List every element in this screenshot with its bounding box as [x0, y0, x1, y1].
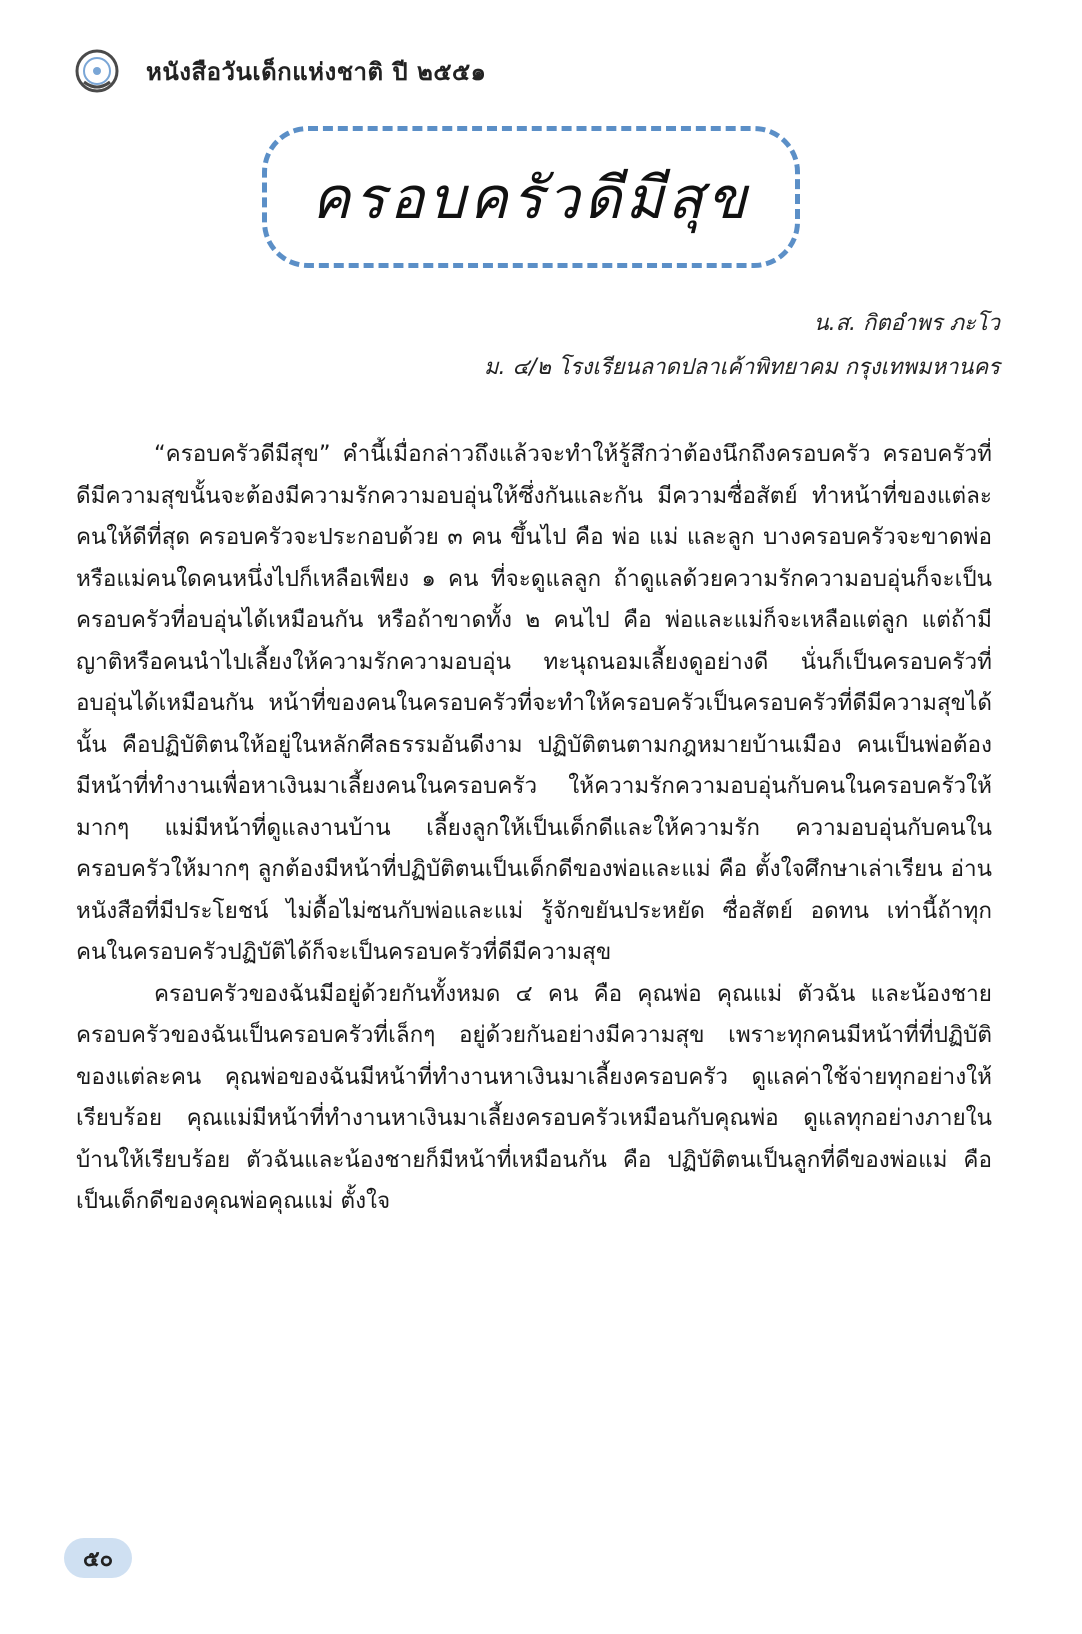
book-title-header: หนังสือวันเด็กแห่งชาติ ปี ๒๕๕๑ — [146, 57, 487, 86]
author-school: ม. ๔/๒ โรงเรียนลาดปลาเค้าพิทยาคม กรุงเทพมหานคร — [484, 355, 1000, 380]
author-block — [484, 302, 1000, 390]
title-frame — [262, 126, 800, 268]
paragraph: ครอบครัวของฉันมีอยู่ด้วยกันทั้งหมด ๔ คน คือ คุณพ่อ คุณแม่ ตัวฉัน และน้องชาย ครอบครัวของฉันเป็นครอบครัวที่เล็กๆ อยู่ด้วยกันอย่างมีความสุข เพราะทุกคนมีหน้าที่ที่ปฏิบัติของแต่ละคน คุณพ่อของฉันมีหน้าที่ทำงานหาเงินมาเลี้ยงครอบครัว ดูแลค่าใช้จ่ายทุกอย่างให้เรียบร้อย คุณแม่มีหน้าที่ทำงานหาเงินมาเลี้ยงครอบครัวเหมือนกับคุณพ่อ ดูแลทุกอย่างภายในบ้านให้เรียบร้อย ตัวฉันและน้องชายก็มีหน้าที่เหมือนกัน คือ ปฏิบัติตนเป็นลูกที่ดีของพ่อแม่ คือ เป็นเด็กดีของคุณพ่อคุณแม่ ตั้งใจ — [76, 980, 992, 1214]
article-title: ครอบครัวดีมีสุข — [311, 163, 751, 232]
article-body — [76, 434, 992, 1223]
circular-emblem-icon — [74, 48, 120, 94]
paragraph: “ครอบครัวดีมีสุข” คำนี้เมื่อกล่าวถึงแล้วจะทำให้รู้สึกว่าต้องนึกถึงครอบครัว ครอบครัวที่ดีมีความสุขนั้นจะต้องมีความรักความอบอุ่นให้ซึ่งกันและกัน มีความซื่อสัตย์ ทำหน้าที่ของแต่ละคนให้ดีที่สุด ครอบครัวจะประกอบด้วย ๓ คน ขึ้นไป คือ พ่อ แม่ และลูก บางครอบครัวจะขาดพ่อหรือแม่คนใดคนหนึ่งไปก็เหลือเพียง ๑ คน ที่จะดูแลลูก ถ้าดูแลด้วยความรักความอบอุ่นก็จะเป็นครอบครัวที่อบอุ่นได้เหมือนกัน หรือถ้าขาดทั้ง ๒ คนไป คือ พ่อและแม่ก็จะเหลือแต่ลูก แต่ถ้ามีญาติหรือคนนำไปเลี้ยงให้ความรักความอบอุ่น ทะนุถนอมเลี้ยงดูอย่างดี นั่นก็เป็นครอบครัวที่อบอุ่นได้เหมือนกัน หน้าที่ของคนในครอบครัวที่จะทำให้ครอบครัวเป็นครอบครัวที่ดีมีความสุขได้นั้น คือปฏิบัติตนให้อยู่ในหลักศีลธรรมอันดีงาม ปฏิบัติตนตามกฎหมายบ้านเมือง คนเป็นพ่อต้องมีหน้าที่ทำงานเพื่อหาเงินมาเลี้ยงคนในครอบครัว ให้ความรักความอบอุ่นกับคนในครอบครัวให้มากๆ แม่มีหน้าที่ดูแลงานบ้าน เลี้ยงลูกให้เป็นเด็กดีและให้ความรัก ความอบอุ่นกับคนในครอบครัวให้มากๆ ลูกต้องมีหน้าที่ปฏิบัติตนเป็นเด็กดีของพ่อและแม่ คือ ตั้งใจศึกษาเล่าเรียน อ่านหนังสือที่มีประโยชน์ ไม่ดื้อไม่ซนกับพ่อและแม่ รู้จักขยันประหยัด ซื่อสัตย์ อดทน เท่านี้ถ้าทุกคนในครอบครัวปฏิบัติได้ก็จะเป็นครอบครัวที่ดีมีความสุข — [76, 441, 992, 965]
page-number-badge: ๕๐ — [64, 1538, 132, 1578]
page-header — [74, 46, 486, 96]
author-name: น.ส. กิตอำพร ภะโว — [813, 311, 1000, 336]
